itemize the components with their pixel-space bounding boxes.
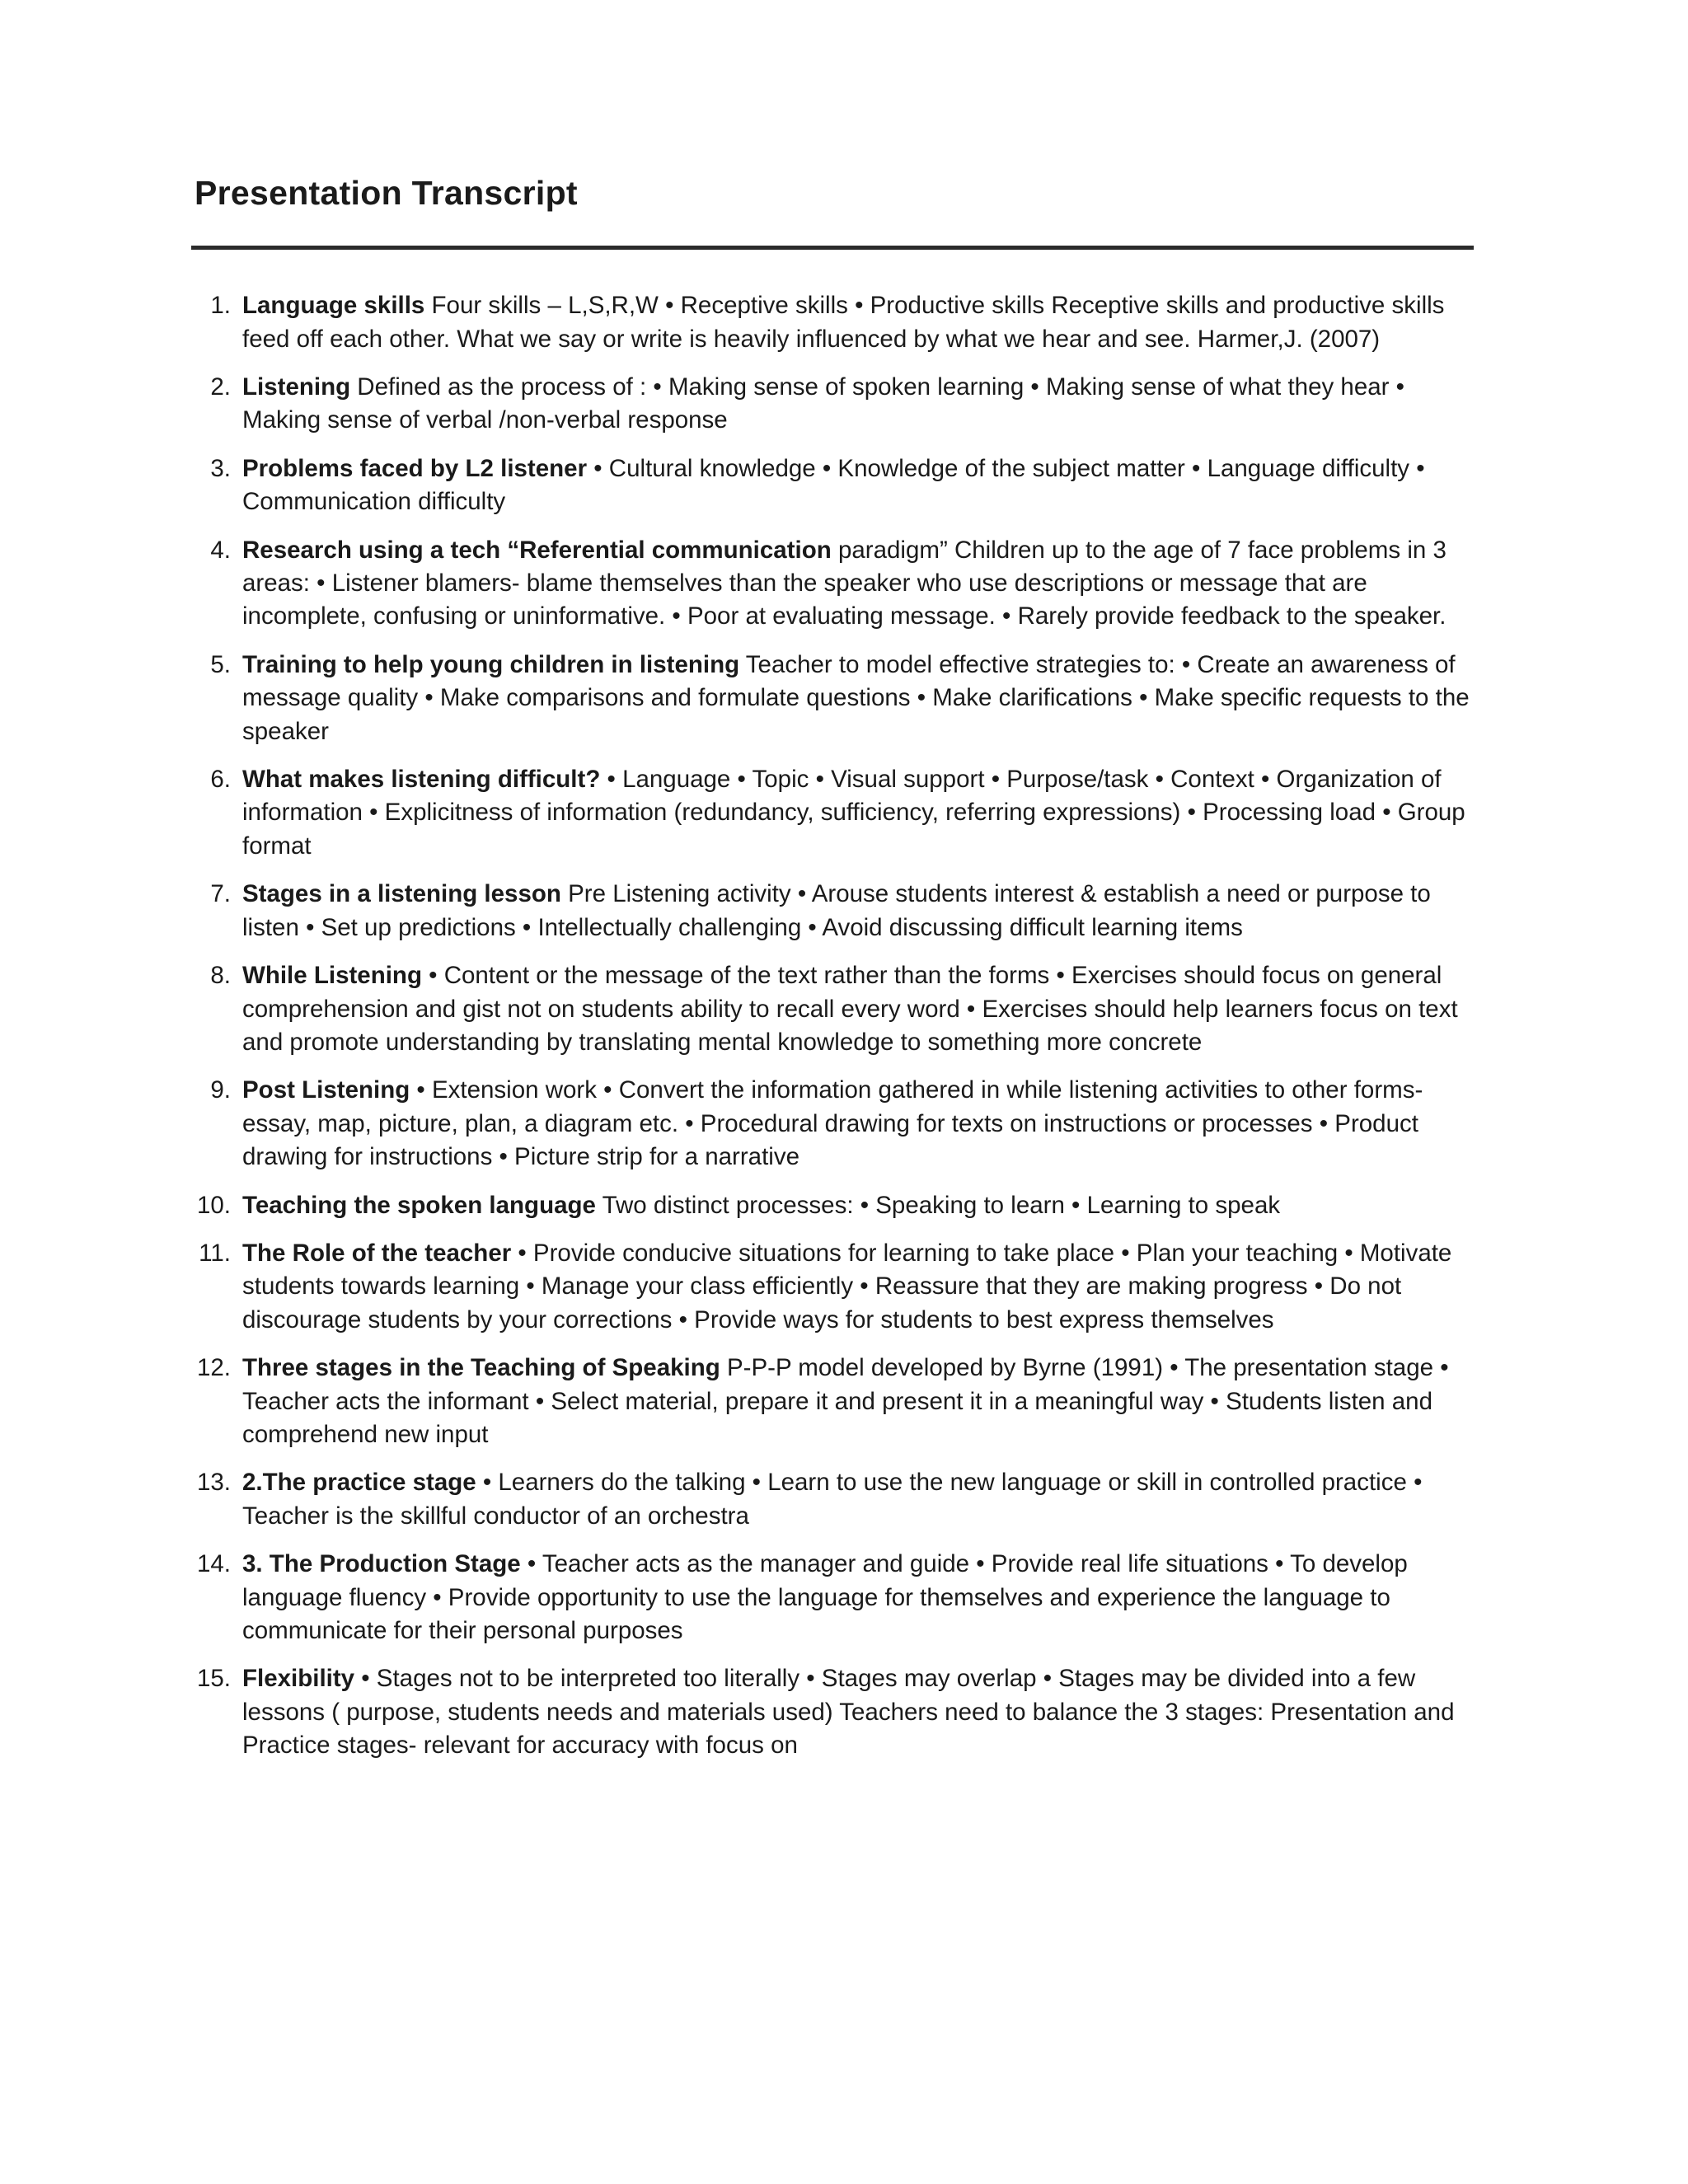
transcript-item-number: 6.: [210, 766, 231, 794]
transcript-item-heading: Teaching the spoken language: [242, 1191, 596, 1219]
transcript-item-number: 15.: [196, 1665, 231, 1693]
transcript-item-heading: What makes listening difficult?: [242, 766, 601, 794]
transcript-item-heading: Three stages in the Teaching of Speaking: [242, 1354, 720, 1382]
transcript-item: [191, 1466, 1485, 1533]
transcript-item-number: 14.: [196, 1550, 231, 1578]
transcript-list: [191, 289, 1485, 1762]
transcript-item-number: 2.: [210, 373, 231, 401]
transcript-item: [191, 452, 1485, 519]
transcript-item-body: [242, 1466, 1485, 1533]
transcript-item: [191, 649, 1485, 748]
transcript-item-body: [242, 878, 1485, 944]
transcript-item: [191, 371, 1485, 438]
transcript-item: [191, 1548, 1485, 1647]
title-divider: [191, 246, 1474, 250]
page-title: Presentation Transcript: [195, 174, 578, 212]
transcript-item-heading: Research using a tech “Referential communication: [242, 536, 832, 564]
transcript-item-number: 3.: [210, 454, 231, 482]
transcript-item-heading: Post Listening: [242, 1076, 410, 1104]
transcript-item-text: P-P-P model developed by Byrne (1991) • The presentation stage • Teacher acts the informant • Select material, prepare it and present it in a meaningful way • Students listen and comprehend new input: [242, 1354, 1449, 1448]
transcript-item-heading: Training to help young children in listening: [242, 650, 740, 678]
transcript-item-body: [242, 1548, 1485, 1647]
transcript-item-heading: Stages in a listening lesson: [242, 880, 561, 908]
transcript-item-text: Teacher to model effective strategies to: • Create an awareness of message quality • Make comparisons and formulate questions • Make clarifications • Make specific requests to the speaker: [242, 650, 1470, 745]
transcript-item-number: 4.: [210, 536, 231, 564]
transcript-item-number: 12.: [196, 1354, 231, 1382]
transcript-item-text: • Teacher acts as the manager and guide • Provide real life situations • To develop language fluency • Provide opportunity to use the language for themselves and experience the language to communicate for their personal purposes: [242, 1550, 1408, 1644]
transcript-item-number: 1.: [210, 292, 231, 320]
transcript-item-text: Four skills – L,S,R,W • Receptive skills • Productive skills Receptive skills and productive skills feed off each other. What we say or write is heavily influenced by what we hear and see. Harmer,J. (2007): [242, 292, 1445, 353]
transcript-item-body: [242, 1352, 1485, 1451]
transcript-item-heading: While Listening: [242, 962, 422, 990]
transcript-item-body: [242, 289, 1485, 356]
transcript-item-body: [242, 1189, 1485, 1222]
transcript-item-heading: Flexibility: [242, 1665, 355, 1693]
transcript-item: [191, 763, 1485, 863]
transcript-item: [191, 289, 1485, 356]
transcript-item-text: • Provide conducive situations for learning to take place • Plan your teaching • Motivate students towards learning • Manage your class efficiently • Reassure that they are making progress • Do not discourage students by your corrections • Provide ways for students to best express themselves: [242, 1239, 1452, 1333]
transcript-item-number: 8.: [210, 962, 231, 990]
transcript-item-heading: 2.The practice stage: [242, 1469, 476, 1497]
transcript-item: [191, 1074, 1485, 1174]
transcript-item-number: 13.: [196, 1469, 231, 1497]
transcript-item: [191, 959, 1485, 1059]
transcript-item-body: [242, 1237, 1485, 1337]
transcript-item-number: 10.: [196, 1191, 231, 1219]
transcript-item-body: [242, 959, 1485, 1059]
transcript-item: [191, 1662, 1485, 1762]
transcript-item: [191, 1352, 1485, 1451]
transcript-item-text: • Language • Topic • Visual support • Purpose/task • Context • Organization of information • Explicitness of information (redundancy, sufficiency, referring expressions) • Processing load • Group format: [242, 766, 1465, 860]
transcript-item-heading: Listening: [242, 373, 351, 401]
transcript-item-heading: Problems faced by L2 listener: [242, 454, 588, 482]
transcript-item-text: Defined as the process of : • Making sense of spoken learning • Making sense of what they hear • Making sense of verbal /non-verbal response: [242, 373, 1404, 434]
transcript-item-number: 11.: [199, 1239, 231, 1267]
transcript-item-heading: Language skills: [242, 292, 425, 320]
transcript-item-text: • Stages not to be interpreted too literally • Stages may overlap • Stages may be divided into a few lessons ( purpose, students needs and materials used) Teachers need to balance the 3 stages: Presentation and Practice stages- relevant for accuracy with focus on: [242, 1665, 1455, 1760]
transcript-item-body: [242, 1074, 1485, 1174]
transcript-item-number: 9.: [210, 1076, 231, 1104]
transcript-item: [191, 1237, 1485, 1337]
transcript-item-text: Two distinct processes: • Speaking to learn • Learning to speak: [595, 1191, 1281, 1219]
transcript-item-body: [242, 534, 1485, 634]
transcript-item: [191, 1189, 1485, 1222]
transcript-item-number: 5.: [210, 650, 231, 678]
transcript-item-body: [242, 1662, 1485, 1762]
transcript-item-text: paradigm” Children up to the age of 7 face problems in 3 areas: • Listener blamers- blame themselves than the speaker who use descriptions or message that are incomplete, confusing or uninformative. • Poor at evaluating message. • Rarely provide feedback to the speaker.: [242, 536, 1447, 630]
transcript-item-text: Pre Listening activity • Arouse students interest & establish a need or purpose to listen • Set up predictions • Intellectually challenging • Avoid discussing difficult learning items: [242, 880, 1431, 941]
transcript-item-text: • Extension work • Convert the information gathered in while listening activities to other forms- essay, map, picture, plan, a diagram etc. • Procedural drawing for texts on instructions or processes • Product drawing for instructions • Picture strip for a narrative: [242, 1076, 1423, 1171]
transcript-item-body: [242, 371, 1485, 438]
transcript-item-body: [242, 649, 1485, 748]
transcript-item-text: • Learners do the talking • Learn to use the new language or skill in controlled practice • Teacher is the skillful conductor of an orchestra: [242, 1469, 1423, 1530]
transcript-item-number: 7.: [210, 880, 231, 908]
transcript-item: [191, 534, 1485, 634]
transcript-item-body: [242, 763, 1485, 863]
transcript-item: [191, 878, 1485, 944]
document-content: [191, 173, 1485, 1778]
transcript-item-body: [242, 452, 1485, 519]
transcript-item-text: • Cultural knowledge • Knowledge of the subject matter • Language difficulty • Communication difficulty: [242, 454, 1425, 516]
transcript-item-text: • Content or the message of the text rather than the forms • Exercises should focus on general comprehension and gist not on students ability to recall every word • Exercises should help learners focus on text and promote understanding by translating mental knowledge to something more concrete: [242, 962, 1458, 1056]
transcript-item-heading: The Role of the teacher: [242, 1239, 512, 1267]
transcript-item-heading: 3. The Production Stage: [242, 1550, 521, 1578]
